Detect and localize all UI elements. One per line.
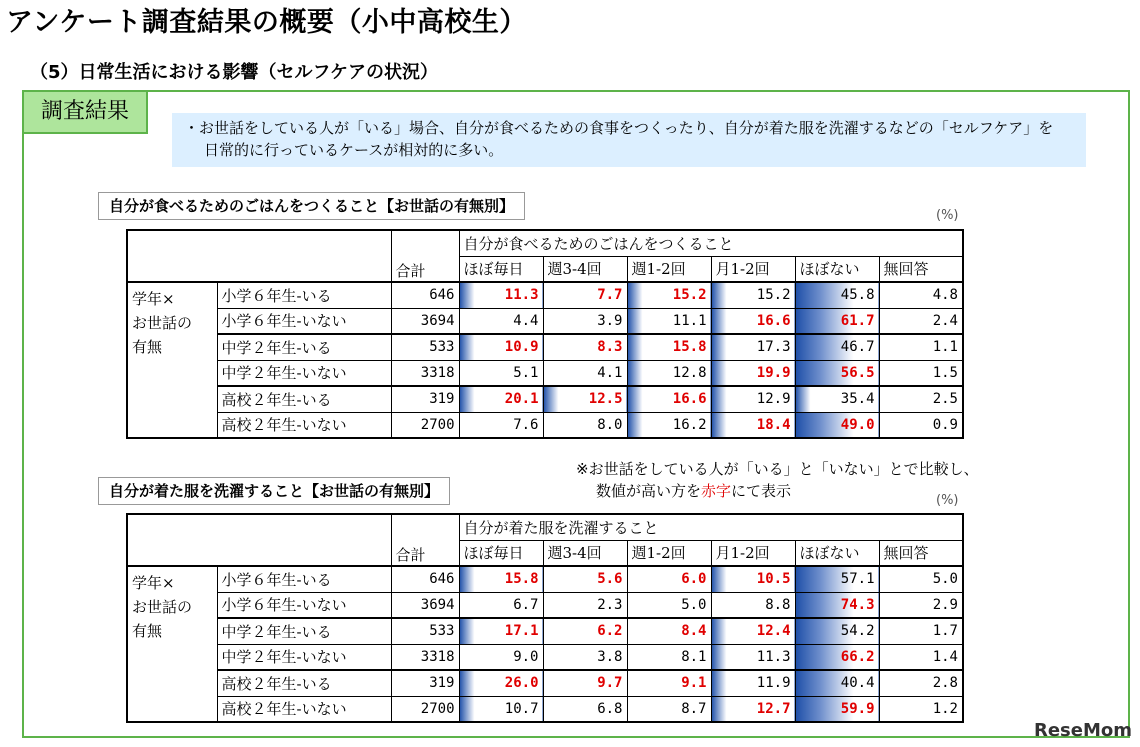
column-header: 無回答	[879, 256, 963, 282]
table2-corner	[127, 514, 391, 566]
data-cell: 8.8	[711, 592, 795, 618]
data-cell: 46.7	[795, 334, 879, 360]
data-cell: 54.2	[795, 618, 879, 644]
column-header: 週3-4回	[543, 540, 627, 566]
data-cell: 16.6	[711, 308, 795, 334]
data-cell: 11.3	[459, 282, 543, 308]
data-cell: 5.0	[879, 566, 963, 592]
data-cell: 56.5	[795, 360, 879, 386]
data-cell: 20.1	[459, 386, 543, 412]
row-total: 3318	[391, 360, 459, 386]
data-cell: 19.9	[711, 360, 795, 386]
data-cell: 3.8	[543, 644, 627, 670]
data-cell: 12.5	[543, 386, 627, 412]
group-label-line: 学年×	[132, 290, 175, 308]
data-cell: 66.2	[795, 644, 879, 670]
table-row	[127, 386, 963, 412]
data-cell: 1.2	[879, 696, 963, 722]
data-cell: 7.7	[543, 282, 627, 308]
data-cell: 12.8	[627, 360, 711, 386]
row-label: 中学２年生-いない	[217, 360, 391, 386]
table-row	[127, 696, 963, 722]
row-label: 中学２年生-いる	[217, 334, 391, 360]
data-cell: 16.2	[627, 412, 711, 438]
data-cell: 16.6	[627, 386, 711, 412]
data-cell: 49.0	[795, 412, 879, 438]
data-cell: 45.8	[795, 282, 879, 308]
data-cell: 15.8	[627, 334, 711, 360]
data-cell: 1.5	[879, 360, 963, 386]
page-title: アンケート調査結果の概要（小中高校生）	[6, 7, 527, 38]
row-label: 高校２年生-いる	[217, 670, 391, 696]
row-total: 646	[391, 566, 459, 592]
data-cell: 15.8	[459, 566, 543, 592]
data-cell: 1.7	[879, 618, 963, 644]
data-cell: 6.2	[543, 618, 627, 644]
data-cell: 17.1	[459, 618, 543, 644]
data-cell: 12.7	[711, 696, 795, 722]
column-header: 月1-2回	[711, 540, 795, 566]
data-cell: 3.9	[543, 308, 627, 334]
data-cell: 8.3	[543, 334, 627, 360]
data-cell: 9.0	[459, 644, 543, 670]
note-red-word: 赤字	[701, 482, 732, 500]
result-tag: 調査結果	[24, 92, 148, 134]
column-header: ほぼ毎日	[459, 256, 543, 282]
data-cell: 1.1	[879, 334, 963, 360]
data-cell: 12.4	[711, 618, 795, 644]
table-row	[127, 670, 963, 696]
data-cell: 10.5	[711, 566, 795, 592]
summary-line-1: ・お世話をしている人が「いる」場合、自分が食べるための食事をつくったり、自分が着た服を洗濯するなどの「セルフケア」を	[184, 119, 1054, 137]
table2-header: 自分が着た服を洗濯すること	[459, 514, 963, 540]
column-header: 週1-2回	[627, 256, 711, 282]
table-row	[127, 566, 963, 592]
table1	[126, 229, 964, 439]
data-cell: 10.9	[459, 334, 543, 360]
data-cell: 0.9	[879, 412, 963, 438]
data-cell: 1.4	[879, 644, 963, 670]
group-label-line: お世話の	[132, 598, 193, 616]
data-cell: 6.8	[543, 696, 627, 722]
row-label: 高校２年生-いない	[217, 696, 391, 722]
row-label: 中学２年生-いない	[217, 644, 391, 670]
row-label: 小学６年生-いる	[217, 566, 391, 592]
table-row	[127, 644, 963, 670]
data-cell: 9.1	[627, 670, 711, 696]
data-cell: 2.8	[879, 670, 963, 696]
table2-caption: 自分が着た服を洗濯すること【お世話の有無別】	[98, 477, 450, 505]
column-header: 週1-2回	[627, 540, 711, 566]
data-cell: 2.4	[879, 308, 963, 334]
data-cell: 57.1	[795, 566, 879, 592]
data-cell: 11.3	[711, 644, 795, 670]
column-header: 週3-4回	[543, 256, 627, 282]
table1-header: 自分が食べるためのごはんをつくること	[459, 230, 963, 256]
table-row	[127, 618, 963, 644]
data-cell: 8.4	[627, 618, 711, 644]
data-cell: 11.1	[627, 308, 711, 334]
table-row	[127, 592, 963, 618]
group-label-line: 学年×	[132, 574, 175, 592]
row-total: 533	[391, 618, 459, 644]
table2-total-header: 合計	[391, 514, 459, 566]
data-cell: 9.7	[543, 670, 627, 696]
table1-caption: 自分が食べるためのごはんをつくること【お世話の有無別】	[98, 192, 525, 220]
table-row	[127, 334, 963, 360]
data-cell: 5.0	[627, 592, 711, 618]
column-header: 月1-2回	[711, 256, 795, 282]
row-total: 319	[391, 670, 459, 696]
data-cell: 5.1	[459, 360, 543, 386]
data-cell: 40.4	[795, 670, 879, 696]
row-total: 3694	[391, 592, 459, 618]
data-cell: 11.9	[711, 670, 795, 696]
column-header: ほぼ毎日	[459, 540, 543, 566]
data-cell: 18.4	[711, 412, 795, 438]
table1-corner	[127, 230, 391, 282]
row-total: 2700	[391, 696, 459, 722]
table1-total-header: 合計	[391, 230, 459, 282]
row-label: 中学２年生-いる	[217, 618, 391, 644]
data-cell: 8.1	[627, 644, 711, 670]
table2-unit: (%)	[936, 493, 959, 508]
group-label-line: お世話の	[132, 314, 193, 332]
group-label	[127, 566, 217, 722]
row-total: 646	[391, 282, 459, 308]
group-label	[127, 282, 217, 438]
data-cell: 5.6	[543, 566, 627, 592]
row-label: 小学６年生-いる	[217, 282, 391, 308]
data-cell: 26.0	[459, 670, 543, 696]
data-cell: 6.7	[459, 592, 543, 618]
row-total: 319	[391, 386, 459, 412]
row-label: 高校２年生-いない	[217, 412, 391, 438]
data-cell: 15.2	[627, 282, 711, 308]
section-title: （5）日常生活における影響（セルフケアの状況）	[30, 62, 438, 83]
data-cell: 15.2	[711, 282, 795, 308]
row-total: 2700	[391, 412, 459, 438]
data-cell: 7.6	[459, 412, 543, 438]
row-total: 3318	[391, 644, 459, 670]
table1-unit: (%)	[936, 208, 959, 223]
data-cell: 6.0	[627, 566, 711, 592]
row-total: 3694	[391, 308, 459, 334]
data-cell: 4.4	[459, 308, 543, 334]
data-cell: 2.9	[879, 592, 963, 618]
row-total: 533	[391, 334, 459, 360]
row-label: 高校２年生-いる	[217, 386, 391, 412]
table-row	[127, 308, 963, 334]
note-line-2-post: にて表示	[731, 482, 792, 500]
data-cell: 59.9	[795, 696, 879, 722]
note-line-2-pre: 数値が高い方を	[596, 482, 702, 500]
column-header: 無回答	[879, 540, 963, 566]
data-cell: 74.3	[795, 592, 879, 618]
data-cell: 4.8	[879, 282, 963, 308]
summary-box	[172, 113, 1086, 167]
note-line-1: ※お世話をしている人が「いる」と「いない」とで比較し、	[576, 460, 979, 478]
table-row	[127, 360, 963, 386]
data-cell: 4.1	[543, 360, 627, 386]
data-cell: 8.0	[543, 412, 627, 438]
resemom-logo: ReseMom	[1033, 720, 1132, 741]
data-cell: 17.3	[711, 334, 795, 360]
row-label: 小学６年生-いない	[217, 592, 391, 618]
data-cell: 61.7	[795, 308, 879, 334]
data-cell: 2.3	[543, 592, 627, 618]
group-label-line: 有無	[132, 338, 163, 356]
table-row	[127, 412, 963, 438]
table2	[126, 513, 964, 723]
group-label-line: 有無	[132, 622, 163, 640]
data-cell: 2.5	[879, 386, 963, 412]
data-cell: 10.7	[459, 696, 543, 722]
table-row	[127, 282, 963, 308]
column-header: ほぼない	[795, 540, 879, 566]
note	[576, 458, 979, 502]
data-cell: 12.9	[711, 386, 795, 412]
data-cell: 35.4	[795, 386, 879, 412]
data-cell: 8.7	[627, 696, 711, 722]
row-label: 小学６年生-いない	[217, 308, 391, 334]
summary-line-2: 日常的に行っているケースが相対的に多い。	[204, 141, 504, 159]
column-header: ほぼない	[795, 256, 879, 282]
